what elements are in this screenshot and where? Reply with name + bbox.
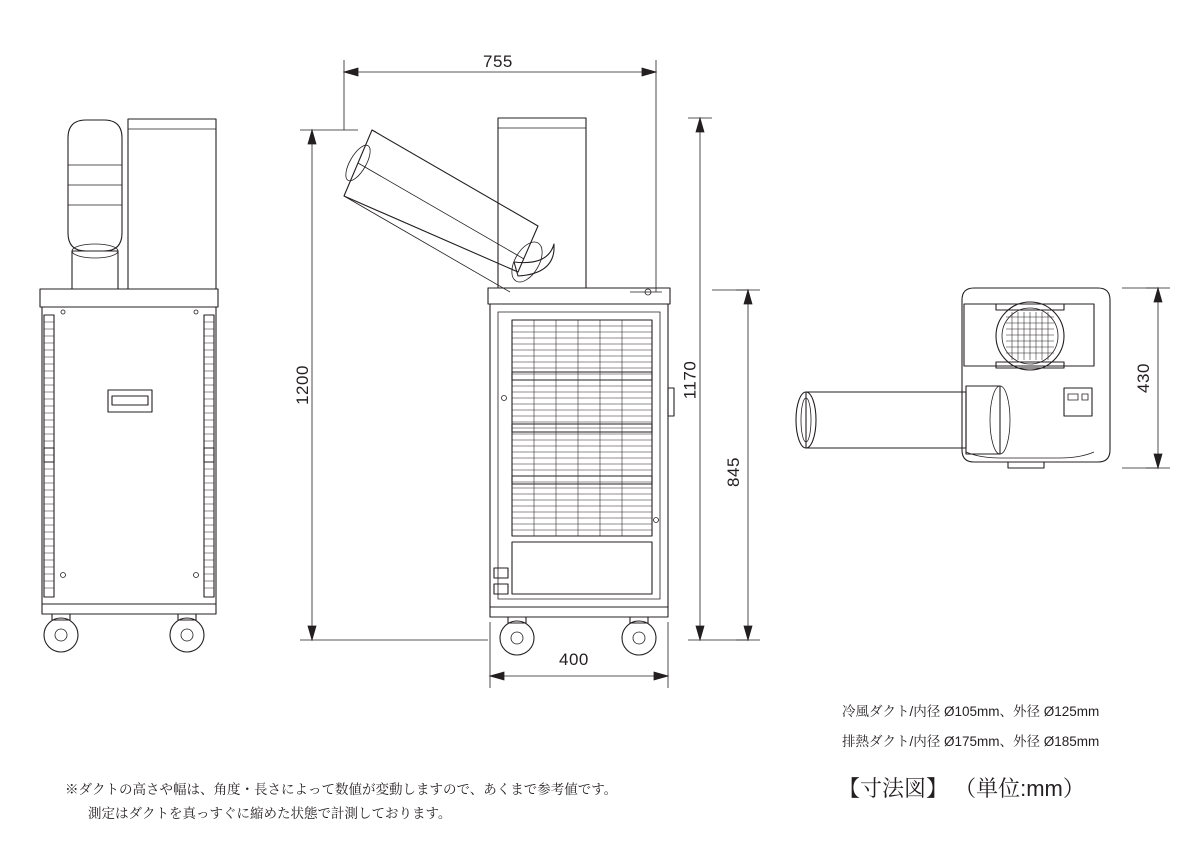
dim-label-height-total: 1200 [292,365,312,405]
spec-cold-air-duct: 冷風ダクト/内径 Ø105mm、外径 Ø125mm [842,704,1100,719]
note-line-2: 測定はダクトを真っすぐに縮めた状態で計測しております。 [88,806,452,821]
dim-1200 [300,130,488,640]
dim-label-height-body-lower: 845 [723,457,743,487]
dim-label-side-height: 430 [1133,363,1153,393]
spec-exhaust-duct: 排熱ダクト/内径 Ø175mm、外径 Ø185mm [842,734,1100,749]
dim-label-height-body: 1170 [680,360,700,400]
note-line-1: ※ダクトの高さや幅は、角度・長さによって数値が変動しますので、あくまで参考値です。 [65,782,618,797]
front-view-group [40,119,218,652]
diagram-title: 【寸法図】 （単位:mm） [838,776,1085,801]
dim-label-depth: 400 [559,650,589,669]
top-view-group [796,288,1110,468]
dim-755 [344,60,656,292]
side-view-group [341,118,674,655]
dim-label-width-total: 755 [483,52,513,71]
